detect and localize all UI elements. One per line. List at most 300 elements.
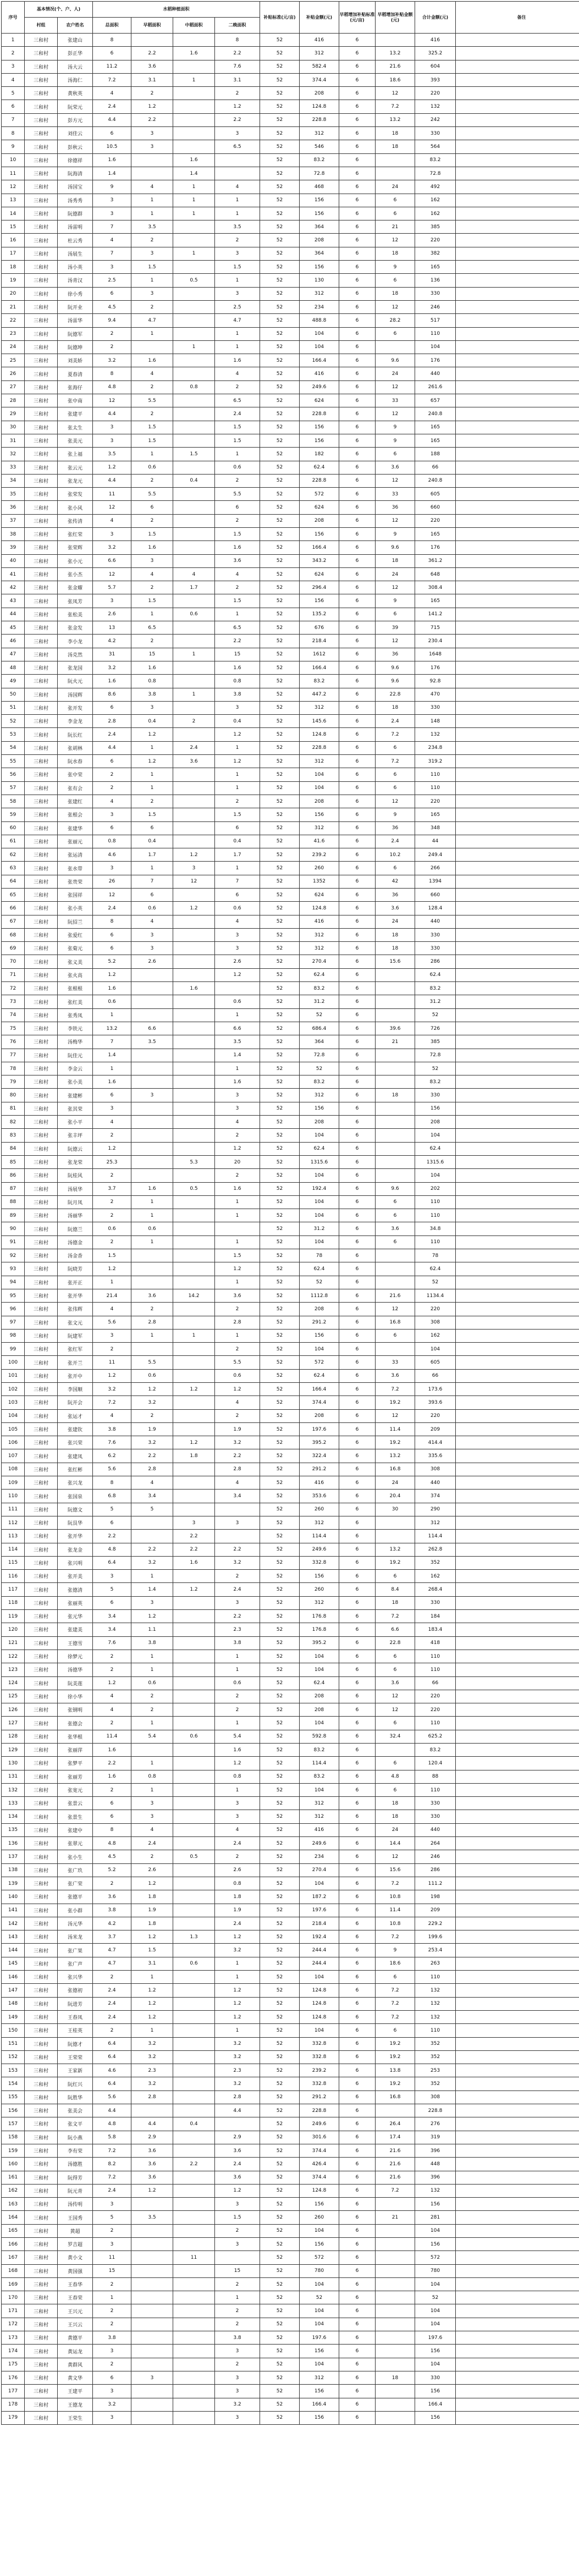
cell-std: 52 bbox=[260, 768, 300, 781]
cell-early-std: 6 bbox=[339, 1303, 376, 1316]
cell-total: 128.4 bbox=[415, 902, 456, 915]
cell-village: 三和村 bbox=[25, 2131, 58, 2144]
cell-early-std: 6 bbox=[339, 795, 376, 808]
cell-total-area: 12 bbox=[93, 889, 131, 902]
table-row bbox=[2, 1850, 579, 1863]
cell-total-area: 4 bbox=[93, 1303, 131, 1316]
cell-late-area: 2 bbox=[215, 1850, 260, 1863]
cell-late-area bbox=[215, 167, 260, 180]
cell-total: 110 bbox=[415, 1717, 456, 1730]
cell-early-area: 5.5 bbox=[131, 1356, 173, 1369]
cell-late-area: 0.8 bbox=[215, 1770, 260, 1783]
cell-remark bbox=[456, 1343, 579, 1356]
cell-amount: 1352 bbox=[300, 875, 339, 888]
cell-std: 52 bbox=[260, 1089, 300, 1102]
table-row bbox=[2, 1570, 579, 1583]
cell-mid-area bbox=[173, 821, 215, 835]
cell-amount: 249.6 bbox=[300, 2117, 339, 2131]
cell-early-std: 6 bbox=[339, 2171, 376, 2184]
cell-early-area: 3.1 bbox=[131, 1957, 173, 1970]
cell-total-area: 4 bbox=[93, 795, 131, 808]
cell-remark bbox=[456, 1503, 579, 1516]
cell-late-area: 3 bbox=[215, 1102, 260, 1115]
cell-total: 209 bbox=[415, 1904, 456, 1917]
cell-seq: 78 bbox=[2, 1062, 25, 1075]
cell-village: 三和村 bbox=[25, 835, 58, 848]
cell-seq: 121 bbox=[2, 1636, 25, 1650]
cell-total: 220 bbox=[415, 87, 456, 100]
table-row bbox=[2, 1182, 579, 1195]
cell-amount: 156 bbox=[300, 808, 339, 821]
cell-remark bbox=[456, 928, 579, 941]
cell-mid-area bbox=[173, 2318, 215, 2331]
cell-remark bbox=[456, 220, 579, 234]
cell-early-amount: 18 bbox=[376, 701, 415, 714]
cell-amount: 156 bbox=[300, 2198, 339, 2211]
cell-amount: 312 bbox=[300, 1810, 339, 1823]
table-row bbox=[2, 1463, 579, 1476]
cell-early-area: 3.6 bbox=[131, 60, 173, 73]
table-row bbox=[2, 2237, 579, 2250]
table-row bbox=[2, 2090, 579, 2104]
cell-amount: 104 bbox=[300, 1209, 339, 1222]
cell-total-area: 2 bbox=[93, 1717, 131, 1730]
cell-early-amount bbox=[376, 2251, 415, 2264]
cell-early-area: 2.8 bbox=[131, 2090, 173, 2104]
table-row bbox=[2, 380, 579, 394]
cell-remark bbox=[456, 968, 579, 981]
cell-early-std: 6 bbox=[339, 1783, 376, 1796]
cell-late-area: 3 bbox=[215, 1089, 260, 1102]
cell-total-area: 11 bbox=[93, 1356, 131, 1369]
cell-farmer-name: 张火高 bbox=[58, 968, 93, 981]
cell-std: 52 bbox=[260, 1690, 300, 1703]
cell-std: 52 bbox=[260, 1289, 300, 1302]
cell-late-area: 20 bbox=[215, 1155, 260, 1168]
cell-village: 三和村 bbox=[25, 741, 58, 754]
cell-late-area: 2.5 bbox=[215, 300, 260, 313]
cell-early-area: 1.6 bbox=[131, 661, 173, 674]
cell-farmer-name: 张德平 bbox=[58, 1890, 93, 1904]
cell-amount: 208 bbox=[300, 795, 339, 808]
cell-amount: 156 bbox=[300, 1329, 339, 1342]
cell-mid-area bbox=[173, 1610, 215, 1623]
cell-total-area: 3 bbox=[93, 1329, 131, 1342]
cell-farmer-name: 黄文华 bbox=[58, 2371, 93, 2384]
cell-std: 52 bbox=[260, 434, 300, 447]
cell-early-amount: 39 bbox=[376, 621, 415, 635]
cell-late-area: 3 bbox=[215, 2411, 260, 2424]
cell-mid-area: 3 bbox=[173, 1516, 215, 1529]
cell-seq: 33 bbox=[2, 461, 25, 474]
cell-total: 198 bbox=[415, 1890, 456, 1904]
cell-village: 三和村 bbox=[25, 1610, 58, 1623]
cell-seq: 135 bbox=[2, 1823, 25, 1836]
cell-early-area: 1 bbox=[131, 448, 173, 461]
cell-early-amount bbox=[376, 2304, 415, 2318]
cell-mid-area bbox=[173, 1783, 215, 1796]
cell-amount: 332.8 bbox=[300, 1556, 339, 1569]
cell-early-std: 6 bbox=[339, 261, 376, 274]
cell-amount: 104 bbox=[300, 1343, 339, 1356]
cell-mid-area bbox=[173, 1463, 215, 1476]
cell-village: 三和村 bbox=[25, 1409, 58, 1422]
cell-farmer-name: 阮长红 bbox=[58, 728, 93, 741]
cell-village: 三和村 bbox=[25, 140, 58, 153]
cell-remark bbox=[456, 661, 579, 674]
cell-early-std: 6 bbox=[339, 608, 376, 621]
cell-early-std: 6 bbox=[339, 461, 376, 474]
table-row bbox=[2, 1797, 579, 1810]
cell-total: 162 bbox=[415, 1329, 456, 1342]
cell-late-area: 2.6 bbox=[215, 1863, 260, 1877]
cell-std: 52 bbox=[260, 87, 300, 100]
cell-remark bbox=[456, 2010, 579, 2023]
cell-amount: 249.6 bbox=[300, 380, 339, 394]
cell-std: 52 bbox=[260, 567, 300, 581]
cell-std: 52 bbox=[260, 848, 300, 862]
cell-remark bbox=[456, 1436, 579, 1449]
cell-village: 三和村 bbox=[25, 434, 58, 447]
cell-farmer-name: 张小风 bbox=[58, 501, 93, 514]
cell-early-std: 6 bbox=[339, 1877, 376, 1890]
col-std: 补贴标准(元/亩) bbox=[260, 2, 300, 34]
cell-std: 52 bbox=[260, 541, 300, 554]
cell-late-area: 3.5 bbox=[215, 1035, 260, 1049]
cell-total-area: 2.4 bbox=[93, 1984, 131, 1997]
cell-farmer-name: 阮火元 bbox=[58, 675, 93, 688]
cell-std: 52 bbox=[260, 1049, 300, 1062]
table-row bbox=[2, 47, 579, 60]
cell-total: 385 bbox=[415, 1035, 456, 1049]
cell-early-area: 1.5 bbox=[131, 808, 173, 821]
cell-std: 52 bbox=[260, 1543, 300, 1556]
cell-mid-area: 1.6 bbox=[173, 1556, 215, 1569]
cell-early-std: 6 bbox=[339, 1382, 376, 1395]
cell-amount: 166.4 bbox=[300, 1382, 339, 1395]
cell-amount: 124.8 bbox=[300, 2010, 339, 2023]
table-row bbox=[2, 1476, 579, 1490]
col-area-group: 水稻种植面积 bbox=[93, 2, 260, 18]
cell-farmer-name: 张运清 bbox=[58, 848, 93, 862]
cell-late-area: 2 bbox=[215, 1129, 260, 1142]
cell-total-area: 2 bbox=[93, 2318, 131, 2331]
cell-remark bbox=[456, 1636, 579, 1650]
cell-farmer-name: 汤雷明 bbox=[58, 220, 93, 234]
cell-total: 726 bbox=[415, 1022, 456, 1035]
cell-early-std: 6 bbox=[339, 1035, 376, 1049]
cell-early-amount: 11.4 bbox=[376, 1904, 415, 1917]
cell-total: 162 bbox=[415, 194, 456, 207]
cell-village: 三和村 bbox=[25, 581, 58, 594]
table-row bbox=[2, 1356, 579, 1369]
cell-total: 416 bbox=[415, 34, 456, 47]
cell-early-amount bbox=[376, 2331, 415, 2345]
cell-farmer-name: 张美会 bbox=[58, 2104, 93, 2117]
cell-amount: 244.4 bbox=[300, 1944, 339, 1957]
cell-mid-area bbox=[173, 87, 215, 100]
cell-early-amount bbox=[376, 995, 415, 1008]
cell-farmer-name: 张兴龙 bbox=[58, 1476, 93, 1490]
cell-std: 52 bbox=[260, 461, 300, 474]
cell-seq: 68 bbox=[2, 928, 25, 941]
cell-amount: 332.8 bbox=[300, 2037, 339, 2050]
cell-late-area: 2 bbox=[215, 2358, 260, 2371]
cell-seq: 104 bbox=[2, 1409, 25, 1422]
cell-amount: 176.8 bbox=[300, 1623, 339, 1636]
cell-late-area: 0.6 bbox=[215, 461, 260, 474]
table-row bbox=[2, 875, 579, 888]
cell-early-area: 6 bbox=[131, 821, 173, 835]
cell-mid-area bbox=[173, 394, 215, 407]
cell-total-area: 8 bbox=[93, 1823, 131, 1836]
cell-late-area: 2 bbox=[215, 1343, 260, 1356]
cell-total: 148 bbox=[415, 715, 456, 728]
table-row bbox=[2, 848, 579, 862]
cell-early-amount: 7.2 bbox=[376, 100, 415, 113]
cell-early-std: 6 bbox=[339, 2131, 376, 2144]
cell-amount: 208 bbox=[300, 1409, 339, 1422]
cell-village: 三和村 bbox=[25, 180, 58, 194]
cell-mid-area bbox=[173, 1596, 215, 1609]
cell-total-area: 7.6 bbox=[93, 1636, 131, 1650]
table-row bbox=[2, 1049, 579, 1062]
cell-total: 209 bbox=[415, 1422, 456, 1436]
cell-total: 374 bbox=[415, 1490, 456, 1503]
cell-farmer-name: 汤米龙 bbox=[58, 1930, 93, 1944]
cell-village: 三和村 bbox=[25, 73, 58, 86]
cell-mid-area: 1.2 bbox=[173, 1436, 215, 1449]
cell-early-area: 2 bbox=[131, 635, 173, 648]
cell-mid-area: 0.4 bbox=[173, 2117, 215, 2131]
cell-farmer-name: 张兴华 bbox=[58, 1971, 93, 1984]
cell-early-std: 6 bbox=[339, 501, 376, 514]
cell-village: 三和村 bbox=[25, 488, 58, 501]
cell-early-amount: 6 bbox=[376, 448, 415, 461]
cell-total: 110 bbox=[415, 1971, 456, 1984]
cell-late-area: 3.1 bbox=[215, 73, 260, 86]
cell-village: 三和村 bbox=[25, 2224, 58, 2237]
cell-amount: 291.2 bbox=[300, 2090, 339, 2104]
cell-total-area: 8 bbox=[93, 34, 131, 47]
cell-late-area: 5.5 bbox=[215, 488, 260, 501]
table-row bbox=[2, 2371, 579, 2384]
table-row bbox=[2, 902, 579, 915]
cell-total-area: 1.6 bbox=[93, 1770, 131, 1783]
cell-mid-area bbox=[173, 2237, 215, 2250]
cell-village: 三和村 bbox=[25, 1783, 58, 1796]
cell-total: 83.2 bbox=[415, 1075, 456, 1089]
cell-total: 234.8 bbox=[415, 741, 456, 754]
cell-early-area: 2 bbox=[131, 1850, 173, 1863]
cell-early-amount: 18.6 bbox=[376, 1957, 415, 1970]
cell-total: 110 bbox=[415, 768, 456, 781]
cell-std: 52 bbox=[260, 2291, 300, 2304]
cell-early-area: 4 bbox=[131, 1823, 173, 1836]
cell-village: 三和村 bbox=[25, 194, 58, 207]
cell-village: 三和村 bbox=[25, 247, 58, 260]
cell-early-area: 4.7 bbox=[131, 314, 173, 327]
cell-early-area: 3.6 bbox=[131, 2171, 173, 2184]
cell-std: 52 bbox=[260, 781, 300, 795]
cell-early-amount: 7.2 bbox=[376, 2184, 415, 2197]
cell-early-amount: 6 bbox=[376, 1783, 415, 1796]
cell-amount: 83.2 bbox=[300, 982, 339, 995]
cell-amount: 104 bbox=[300, 1877, 339, 1890]
table-row bbox=[2, 1890, 579, 1904]
cell-std: 52 bbox=[260, 1169, 300, 1182]
cell-seq: 82 bbox=[2, 1116, 25, 1129]
cell-amount: 104 bbox=[300, 1650, 339, 1663]
cell-mid-area bbox=[173, 2184, 215, 2197]
cell-std: 52 bbox=[260, 1209, 300, 1222]
cell-early-std: 6 bbox=[339, 942, 376, 955]
cell-remark bbox=[456, 1276, 579, 1289]
cell-early-area: 3.6 bbox=[131, 1289, 173, 1302]
cell-early-amount: 6 bbox=[376, 1650, 415, 1663]
cell-seq: 111 bbox=[2, 1503, 25, 1516]
cell-early-std: 6 bbox=[339, 2090, 376, 2104]
cell-seq: 39 bbox=[2, 541, 25, 554]
cell-remark bbox=[456, 1062, 579, 1075]
cell-early-std: 6 bbox=[339, 274, 376, 287]
cell-amount: 228.8 bbox=[300, 407, 339, 421]
cell-village: 三和村 bbox=[25, 501, 58, 514]
cell-mid-area bbox=[173, 2304, 215, 2318]
cell-late-area: 3.5 bbox=[215, 220, 260, 234]
cell-total: 308 bbox=[415, 1316, 456, 1329]
table-row bbox=[2, 808, 579, 821]
cell-village: 三和村 bbox=[25, 367, 58, 380]
cell-early-area: 1.9 bbox=[131, 1422, 173, 1436]
table-row bbox=[2, 1543, 579, 1556]
cell-seq: 86 bbox=[2, 1169, 25, 1182]
cell-farmer-name: 张华根 bbox=[58, 1730, 93, 1743]
cell-farmer-name: 阮德坤 bbox=[58, 340, 93, 354]
cell-early-std: 6 bbox=[339, 1930, 376, 1944]
table-row bbox=[2, 928, 579, 941]
cell-amount: 260 bbox=[300, 1583, 339, 1596]
cell-seq: 25 bbox=[2, 354, 25, 367]
cell-remark bbox=[456, 1596, 579, 1609]
cell-remark bbox=[456, 127, 579, 140]
cell-total-area: 2 bbox=[93, 2277, 131, 2291]
cell-amount: 156 bbox=[300, 527, 339, 540]
cell-total-area: 5.6 bbox=[93, 1463, 131, 1476]
table-row bbox=[2, 1449, 579, 1463]
cell-early-area: 3.2 bbox=[131, 1396, 173, 1409]
table-row bbox=[2, 1984, 579, 1997]
cell-total: 141.2 bbox=[415, 608, 456, 621]
cell-early-amount: 33 bbox=[376, 394, 415, 407]
cell-seq: 178 bbox=[2, 2398, 25, 2411]
cell-early-std: 6 bbox=[339, 1904, 376, 1917]
cell-remark bbox=[456, 113, 579, 126]
table-row bbox=[2, 1636, 579, 1650]
cell-late-area bbox=[215, 153, 260, 167]
cell-farmer-name: 王国秀 bbox=[58, 2211, 93, 2224]
cell-total: 183.4 bbox=[415, 1623, 456, 1636]
cell-seq: 170 bbox=[2, 2291, 25, 2304]
cell-seq: 105 bbox=[2, 1422, 25, 1436]
cell-mid-area bbox=[173, 113, 215, 126]
table-row bbox=[2, 2211, 579, 2224]
cell-mid-area bbox=[173, 1971, 215, 1984]
cell-late-area: 1 bbox=[215, 862, 260, 875]
cell-early-std: 6 bbox=[339, 448, 376, 461]
cell-seq: 23 bbox=[2, 327, 25, 340]
cell-early-area bbox=[131, 2345, 173, 2358]
cell-total: 330 bbox=[415, 1089, 456, 1102]
cell-amount: 228.8 bbox=[300, 113, 339, 126]
cell-late-area: 6.5 bbox=[215, 394, 260, 407]
cell-std: 52 bbox=[260, 220, 300, 234]
cell-amount: 104 bbox=[300, 1169, 339, 1182]
cell-early-amount: 21.6 bbox=[376, 2171, 415, 2184]
cell-early-std: 6 bbox=[339, 1636, 376, 1650]
cell-remark bbox=[456, 741, 579, 754]
cell-remark bbox=[456, 2198, 579, 2211]
cell-seq: 13 bbox=[2, 194, 25, 207]
cell-early-area: 2.2 bbox=[131, 1449, 173, 1463]
cell-farmer-name: 汤秀秀 bbox=[58, 194, 93, 207]
cell-amount: 166.4 bbox=[300, 661, 339, 674]
cell-mid-area bbox=[173, 1195, 215, 1209]
table-row bbox=[2, 1770, 579, 1783]
cell-early-amount: 19.2 bbox=[376, 1396, 415, 1409]
cell-early-amount bbox=[376, 2224, 415, 2237]
cell-village: 三和村 bbox=[25, 2277, 58, 2291]
cell-total-area: 9 bbox=[93, 180, 131, 194]
cell-early-amount bbox=[376, 2198, 415, 2211]
cell-early-area: 1.8 bbox=[131, 1917, 173, 1930]
cell-remark bbox=[456, 1971, 579, 1984]
cell-std: 52 bbox=[260, 1343, 300, 1356]
table-row bbox=[2, 514, 579, 527]
cell-early-area: 1.2 bbox=[131, 1997, 173, 2010]
cell-farmer-name: 黄国强 bbox=[58, 2264, 93, 2277]
cell-amount: 582.4 bbox=[300, 60, 339, 73]
cell-total: 184 bbox=[415, 1610, 456, 1623]
cell-village: 三和村 bbox=[25, 621, 58, 635]
table-row bbox=[2, 501, 579, 514]
cell-total-area: 2.4 bbox=[93, 2184, 131, 2197]
cell-early-std: 6 bbox=[339, 862, 376, 875]
cell-std: 52 bbox=[260, 835, 300, 848]
cell-village: 三和村 bbox=[25, 2104, 58, 2117]
cell-std: 52 bbox=[260, 1449, 300, 1463]
table-row bbox=[2, 554, 579, 567]
cell-seq: 112 bbox=[2, 1516, 25, 1529]
cell-early-area: 1.2 bbox=[131, 1984, 173, 1997]
cell-late-area: 1 bbox=[215, 2024, 260, 2037]
cell-total: 34.8 bbox=[415, 1222, 456, 1235]
cell-farmer-name: 张海仔 bbox=[58, 380, 93, 394]
cell-village: 三和村 bbox=[25, 1823, 58, 1836]
cell-early-area bbox=[131, 2264, 173, 2277]
cell-farmer-name: 张根根 bbox=[58, 982, 93, 995]
table-row bbox=[2, 87, 579, 100]
cell-early-amount bbox=[376, 2385, 415, 2398]
cell-mid-area bbox=[173, 1636, 215, 1650]
cell-village: 三和村 bbox=[25, 47, 58, 60]
cell-early-area: 2 bbox=[131, 474, 173, 487]
cell-total: 228.8 bbox=[415, 2104, 456, 2117]
cell-total-area: 4 bbox=[93, 234, 131, 247]
cell-mid-area bbox=[173, 889, 215, 902]
cell-village: 三和村 bbox=[25, 608, 58, 621]
cell-remark bbox=[456, 554, 579, 567]
